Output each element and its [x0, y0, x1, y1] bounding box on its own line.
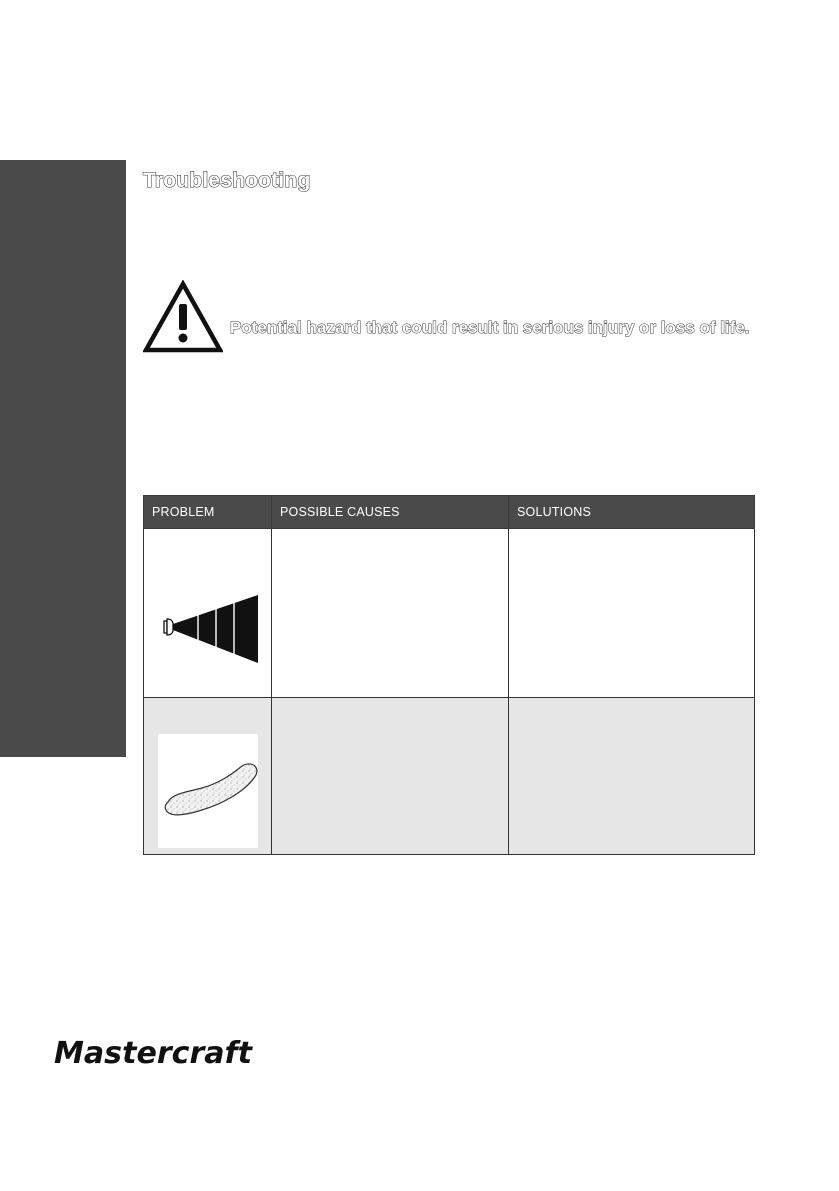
page-title: Troubleshooting	[143, 169, 311, 192]
troubleshooting-table	[143, 495, 755, 855]
uneven-coating-icon	[158, 734, 258, 848]
solutions-cell	[509, 529, 755, 698]
table-row	[144, 529, 755, 698]
possible-causes-cell	[272, 529, 509, 698]
problem-cell	[144, 529, 272, 698]
header-problem: PROBLEM	[144, 496, 272, 529]
spray-pattern-icon	[158, 595, 258, 663]
header-solutions: SOLUTIONS	[509, 496, 755, 529]
table-row	[144, 698, 755, 855]
solutions-cell	[509, 698, 755, 855]
possible-causes-cell	[272, 698, 509, 855]
side-tab	[0, 160, 126, 757]
warning-triangle-icon	[143, 280, 223, 354]
mastercraft-logo	[52, 1032, 257, 1074]
problem-cell	[144, 698, 272, 855]
warning-text: Potential hazard that could result in serious injury or loss of life.	[230, 318, 750, 337]
warning-notice	[143, 280, 750, 356]
table-header-row	[144, 496, 755, 529]
header-possible-causes: POSSIBLE CAUSES	[272, 496, 509, 529]
svg-text:Mastercraft: Mastercraft	[54, 1036, 254, 1071]
